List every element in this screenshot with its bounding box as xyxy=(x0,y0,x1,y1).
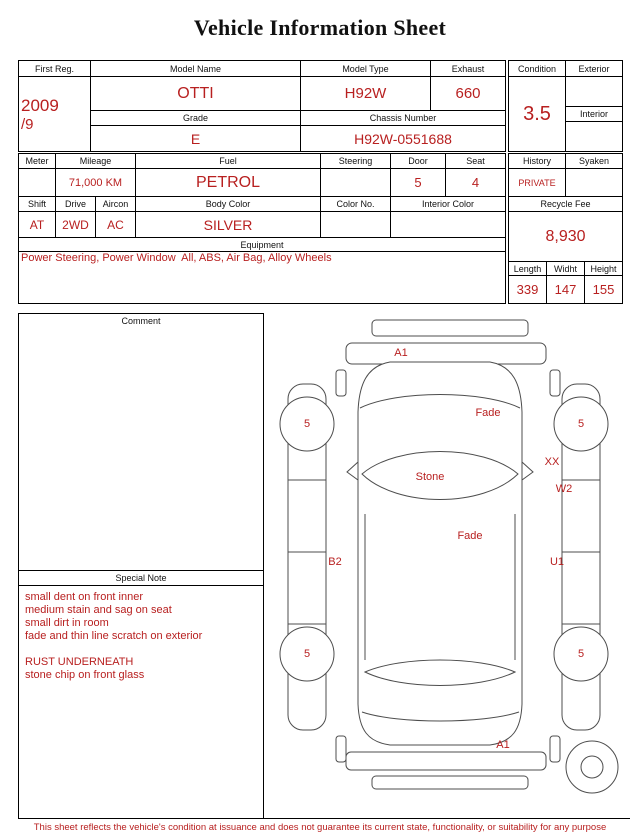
exhaust-label: Exhaust xyxy=(431,61,506,77)
aircon-value: AC xyxy=(96,212,136,238)
history-value: PRIVATE xyxy=(509,169,566,197)
car-body-shape xyxy=(358,362,522,745)
exhaust-value: 660 xyxy=(431,77,506,111)
seat-value: 4 xyxy=(446,169,506,197)
disclaimer-text: This sheet reflects the vehicle's condition at issuance and does not guarantee its current state, functionality, or suitability for any purpose xyxy=(33,822,607,833)
left-mirror-shape xyxy=(347,462,358,480)
height-value: 155 xyxy=(585,276,623,304)
damage-mark-stone: Stone xyxy=(415,471,445,483)
special-note-line xyxy=(25,643,257,656)
special-note-line: stone chip on front glass xyxy=(25,669,145,681)
condition-value: 3.5 xyxy=(509,77,566,152)
first-reg-label: First Reg. xyxy=(19,61,91,77)
damage-mark-fade-lower: Fade xyxy=(457,530,483,542)
special-note-body xyxy=(19,586,263,687)
damage-mark-w2: W2 xyxy=(555,483,573,495)
special-note-line: fade and thin line scratch on exterior xyxy=(25,630,203,642)
mileage-value: 71,000 KM xyxy=(56,169,136,197)
front-left-corner-shape xyxy=(336,370,346,396)
right-mirror-shape xyxy=(522,462,533,480)
model-type-label: Model Type xyxy=(301,61,431,77)
exterior-label: Exterior xyxy=(566,61,623,77)
steering-label: Steering xyxy=(321,154,391,169)
chassis-number-label: Chassis Number xyxy=(301,111,506,126)
front-right-corner-shape xyxy=(550,370,560,396)
syaken-label: Syaken xyxy=(566,154,623,169)
door-value: 5 xyxy=(391,169,446,197)
comment-box xyxy=(18,313,264,573)
equipment-label: Equipment xyxy=(19,238,506,252)
drive-label: Drive xyxy=(56,197,96,212)
damage-mark-a1-bottom: A1 xyxy=(496,739,510,751)
special-note-line: medium stain and sag on seat xyxy=(25,604,172,616)
seat-label: Seat xyxy=(446,154,506,169)
fuel-label: Fuel xyxy=(136,154,321,169)
wheel-grade-front-right: 5 xyxy=(577,418,585,430)
model-type-value: H92W xyxy=(301,77,431,111)
interior-label: Interior xyxy=(566,107,623,122)
model-name-label: Model Name xyxy=(91,61,301,77)
width-value: 147 xyxy=(547,276,585,304)
damage-mark-u1: U1 xyxy=(549,556,565,568)
first-reg-year: 2009 xyxy=(21,95,59,115)
rear-strip-shape xyxy=(372,776,528,789)
damage-mark-xx: XX xyxy=(544,456,560,468)
top-strip-shape xyxy=(372,320,528,336)
special-note-box xyxy=(18,570,264,819)
meter-label: Meter xyxy=(19,154,56,169)
condition-table xyxy=(508,60,623,152)
spare-tire-hub-shape xyxy=(581,756,603,778)
drive-value: 2WD xyxy=(56,212,96,238)
rear-right-corner-shape xyxy=(550,736,560,762)
interior-color-value xyxy=(391,212,506,238)
recycle-fee-value: 8,930 xyxy=(509,212,623,262)
door-label: Door xyxy=(391,154,446,169)
body-color-label: Body Color xyxy=(136,197,321,212)
grade-value: E xyxy=(91,126,301,152)
first-reg-month: /9 xyxy=(21,115,34,133)
wheel-grade-rear-left: 5 xyxy=(303,648,311,660)
rear-bumper-shape xyxy=(346,752,546,770)
color-no-value xyxy=(321,212,391,238)
length-label: Length xyxy=(509,262,547,276)
aircon-label: Aircon xyxy=(96,197,136,212)
width-label: Widht xyxy=(547,262,585,276)
grade-label: Grade xyxy=(91,111,301,126)
page-title: Vehicle Information Sheet xyxy=(193,15,447,40)
special-note-line: small dirt in room xyxy=(25,617,109,629)
damage-mark-a1-top: A1 xyxy=(394,347,408,359)
chassis-number-value: H92W-0551688 xyxy=(301,126,506,152)
mileage-label: Mileage xyxy=(56,154,136,169)
height-label: Height xyxy=(585,262,623,276)
first-reg-value xyxy=(19,77,91,152)
car-diagram-svg xyxy=(262,312,634,804)
history-label: History xyxy=(509,154,566,169)
interior-value xyxy=(566,122,623,152)
body-color-value: SILVER xyxy=(136,212,321,238)
wheel-grade-front-left: 5 xyxy=(303,418,311,430)
length-value: 339 xyxy=(509,276,547,304)
meter-value xyxy=(19,169,56,197)
damage-mark-fade-upper: Fade xyxy=(475,407,501,419)
vehicle-id-table xyxy=(18,60,506,152)
rear-left-corner-shape xyxy=(336,736,346,762)
condition-label: Condition xyxy=(509,61,566,77)
syaken-value xyxy=(566,169,623,197)
exterior-value xyxy=(566,77,623,107)
model-name-value: OTTI xyxy=(91,77,301,111)
footer-divider xyxy=(18,818,630,819)
interior-color-label: Interior Color xyxy=(391,197,506,212)
wheel-grade-rear-right: 5 xyxy=(577,648,585,660)
car-condition-diagram xyxy=(262,312,634,804)
shift-label: Shift xyxy=(19,197,56,212)
damage-mark-b2: B2 xyxy=(328,556,342,568)
spec-table xyxy=(18,153,506,304)
color-no-label: Color No. xyxy=(321,197,391,212)
fuel-value: PETROL xyxy=(136,169,321,197)
special-note-line: RUST UNDERNEATH xyxy=(25,656,134,668)
front-bumper-shape xyxy=(346,343,546,364)
steering-value xyxy=(321,169,391,197)
equipment-value: Power Steering, Power Window All, ABS, Air Bag, Alloy Wheels xyxy=(19,252,506,304)
special-note-label: Special Note xyxy=(19,571,263,586)
shift-value: AT xyxy=(19,212,56,238)
fee-table xyxy=(508,153,623,304)
comment-label: Comment xyxy=(121,316,161,326)
recycle-fee-label: Recycle Fee xyxy=(509,197,623,212)
special-note-line: small dent on front inner xyxy=(25,591,144,603)
